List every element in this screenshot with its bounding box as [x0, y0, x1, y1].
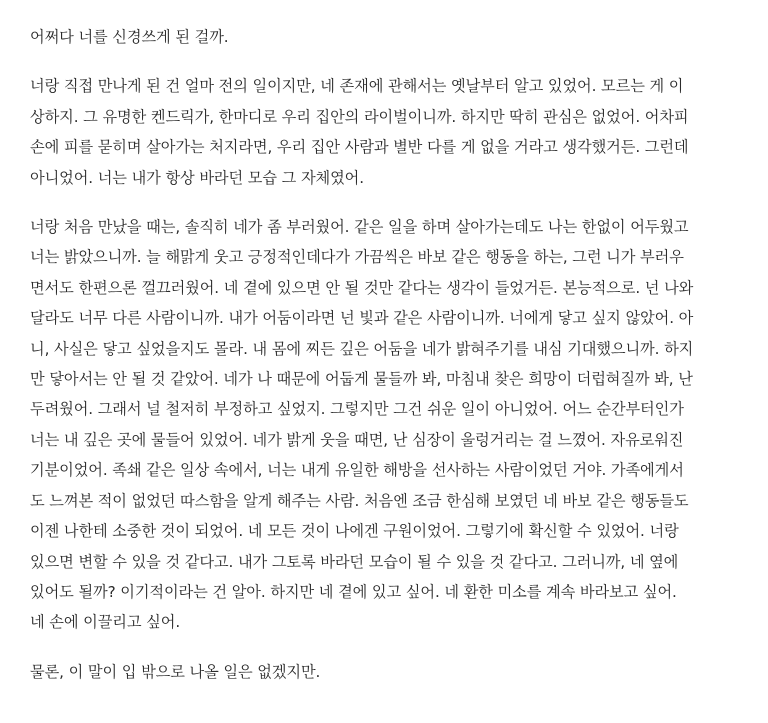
paragraph-4 — [30, 657, 748, 687]
text-line: 손에 피를 묻히며 살아가는 처지라면, 우리 집안 사람과 별반 다를 게 없을 거라고 생각했거든. 그런데 — [30, 138, 689, 157]
text-line: 이젠 나한테 소중한 것이 되었어. 네 모든 것이 나에겐 구원이었어. 그렇기에 확신할 수 있었어. 너랑 — [30, 522, 679, 541]
text-line: 아니었어. 너는 내가 항상 바라던 모습 그 자체였어. — [30, 168, 364, 187]
document-body — [30, 22, 748, 706]
text-line: 만 닿아서는 안 될 것 같았어. 네가 나 때문에 어둡게 물들까 봐, 마침내 찾은 희망이 더럽혀질까 봐, 난 — [30, 370, 693, 389]
text-line: 너는 내 깊은 곳에 물들어 있었어. 네가 밝게 웃을 때면, 난 심장이 울렁거리는 걸 느꼈어. 자유로워진 — [30, 430, 684, 449]
text-line: 물론, 이 말이 입 밖으로 나올 일은 없겠지만. — [30, 662, 321, 681]
text-line: 도 느껴본 적이 없었던 따스함을 알게 해주는 사람. 처음엔 조금 한심해 보였던 네 바보 같은 행동들도 — [30, 491, 689, 510]
text-line: 달라도 너무 다른 사람이니까. 내가 어둠이라면 넌 빛과 같은 사람이니까. 너에게 닿고 싶지 않았어. 아 — [30, 309, 694, 328]
text-line: 어쩌다 너를 신경쓰게 된 걸까. — [30, 28, 229, 46]
paragraph-1 — [30, 22, 748, 52]
text-line: 있어도 될까? 이기적이라는 건 알아. 하지만 네 곁에 있고 싶어. 네 환한 미소를 계속 바라보고 싶어. — [30, 582, 677, 601]
text-line: 너랑 직접 만나게 된 건 얼마 전의 일이지만, 네 존재에 관해서는 옛날부터 알고 있었어. 모르는 게 이 — [30, 77, 684, 96]
text-line: 두려웠어. 그래서 널 철저히 부정하고 싶었지. 그렇지만 그건 쉬운 일이 아니었어. 어느 순간부터인가 — [30, 400, 684, 419]
text-line: 네 손에 이끌리고 싶어. — [30, 613, 181, 632]
text-line: 너는 밝았으니까. 늘 해맑게 웃고 긍정적인데다가 가끔씩은 바보 같은 행동을 하는, 그런 니가 부러우 — [30, 248, 684, 267]
text-line: 상하지. 그 유명한 켄드릭가, 한마디로 우리 집안의 라이벌이니까. 하지만 딱히 관심은 없었어. 어차피 — [30, 107, 689, 126]
paragraph-3 — [30, 212, 748, 638]
text-line: 니, 사실은 닿고 싶었을지도 몰라. 내 몸에 찌든 깊은 어둠을 네가 밝혀주기를 내심 기대했으니까. 하지 — [30, 339, 694, 358]
paragraph-2 — [30, 71, 748, 193]
text-line: 있으면 변할 수 있을 것 같다고. 내가 그토록 바라던 모습이 될 수 있을 것 같다고. 그러니까, 네 옆에 — [30, 552, 679, 571]
text-line: 너랑 처음 만났을 때는, 솔직히 네가 좀 부러웠어. 같은 일을 하며 살아가는데도 나는 한없이 어두웠고 — [30, 218, 689, 237]
text-line: 면서도 한편으론 껄끄러웠어. 네 곁에 있으면 안 될 것만 같다는 생각이 들었거든. 본능적으로. 넌 나와 — [30, 278, 694, 297]
text-line: 기분이었어. 족쇄 같은 일상 속에서, 너는 내게 유일한 해방을 선사하는 사람이었던 거야. 가족에게서 — [30, 461, 684, 480]
